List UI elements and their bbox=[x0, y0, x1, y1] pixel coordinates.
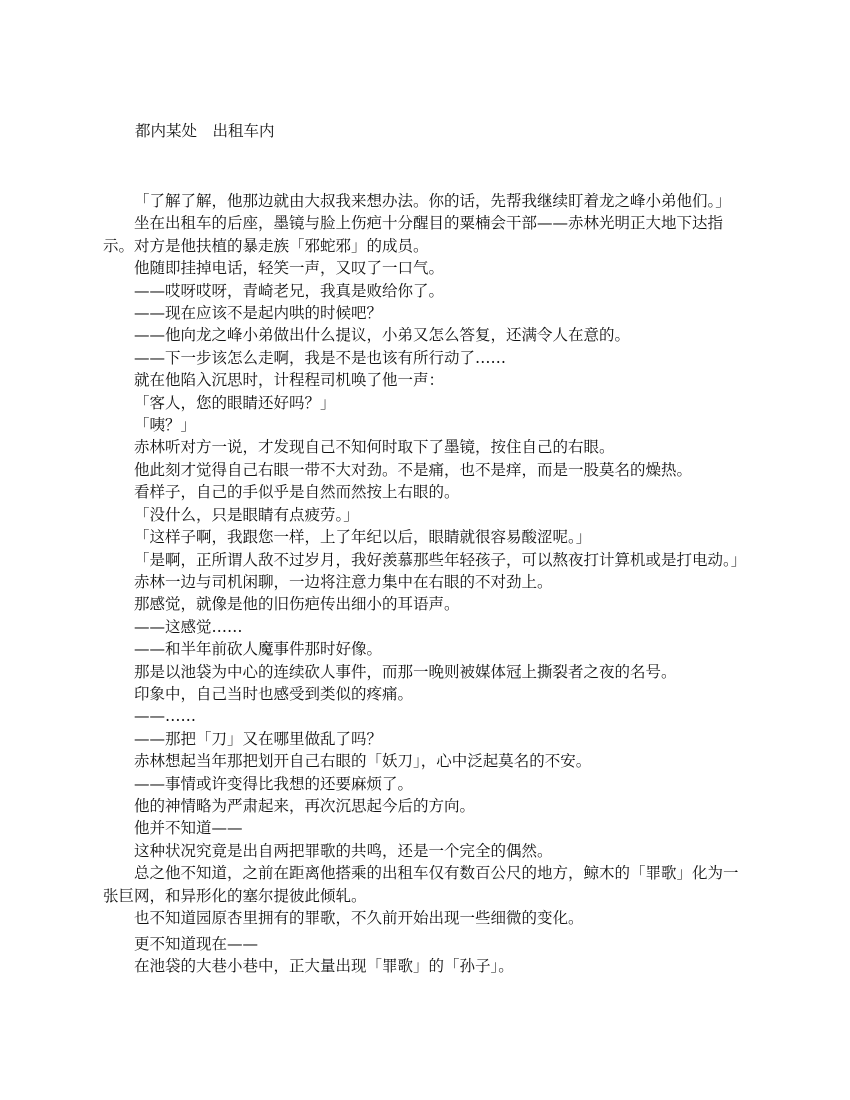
paragraph: 看样子，自己的手似乎是自然而然按上右眼的。 bbox=[134, 483, 460, 502]
paragraph: ——现在应该不是起内哄的时候吧？ bbox=[134, 304, 383, 323]
paragraph: 就在他陷入沉思时，计程程司机唤了他一声： bbox=[134, 371, 445, 390]
paragraph: ——事情或许变得比我想的还要麻烦了。 bbox=[134, 774, 414, 793]
paragraph: ——下一步该怎么走啊，我是不是也该有所行动了…… bbox=[134, 348, 507, 367]
paragraph: 赤林一边与司机闲聊，一边将注意力集中在右眼的不对劲上。 bbox=[134, 572, 553, 591]
paragraph: 他并不知道—— bbox=[134, 819, 243, 838]
paragraph: 那是以池袋为中心的连续砍人事件，而那一晚则被媒体冠上撕裂者之夜的名号。 bbox=[134, 662, 677, 681]
paragraph: 他的神情略为严肃起来，再次沉思起今后的方向。 bbox=[134, 796, 476, 815]
scene-heading: 都内某处 出租车内 bbox=[135, 122, 275, 140]
paragraph: 这种状况究竟是出自两把罪歌的共鸣，还是一个完全的偶然。 bbox=[134, 841, 553, 860]
paragraph: ——那把「刀」又在哪里做乱了吗？ bbox=[134, 729, 383, 748]
paragraph: 「了解了解，他那边就由大叔我来想办法。你的话，先帮我继续盯着龙之峰小弟他们。」 bbox=[134, 192, 731, 210]
paragraph: 总之他不知道，之前在距离他搭乘的出租车仅有数百公尺的地方，鲸木的「罪歌」化为一张巨网，和异形化的塞尔提彼此倾轧。 bbox=[103, 864, 739, 905]
paragraph: 赤林想起当年那把划开自己右眼的「妖刀」，心中泛起莫名的不安。 bbox=[134, 752, 592, 771]
closing-text bbox=[103, 933, 753, 978]
paragraph: ——…… bbox=[134, 707, 196, 726]
paragraph: 「咦？」 bbox=[134, 416, 197, 435]
paragraph: 「是啊，正所谓人敌不过岁月，我好羡慕那些年轻孩子，可以熬夜打计算机或是打电动。」 bbox=[134, 550, 747, 569]
paragraph: 坐在出租车的后座，墨镜与脸上伤疤十分醒目的粟楠会干部——赤林光明正大地下达指示。对方是他扶植的暴走族「邪蛇邪」的成员。 bbox=[103, 214, 724, 255]
paragraph: 他此刻才觉得自己右眼一带不大对劲。不是痛，也不是痒，而是一股莫名的燥热。 bbox=[134, 460, 693, 479]
paragraph: ——和半年前砍人魔事件那时好像。 bbox=[134, 640, 383, 659]
paragraph: 也不知道园原杏里拥有的罪歌，不久前开始出现一些细微的变化。 bbox=[134, 909, 584, 927]
paragraph: 「这样子啊，我跟您一样，上了年纪以后，眼睛就很容易酸涩呢。」 bbox=[134, 528, 592, 547]
paragraph: 他随即挂掉电话，轻笑一声，又叹了一口气。 bbox=[134, 259, 445, 278]
paragraph: 「没什么，只是眼睛有点疲劳。」 bbox=[134, 505, 359, 524]
paragraph: 那感觉，就像是他的旧伤疤传出细小的耳语声。 bbox=[134, 595, 460, 614]
body-text bbox=[103, 190, 753, 929]
paragraph: ——这感觉…… bbox=[134, 617, 243, 636]
paragraph: 「客人，您的眼睛还好吗？」 bbox=[134, 393, 336, 412]
paragraph: 更不知道现在—— bbox=[134, 935, 259, 953]
paragraph: 赤林听对方一说，才发现自己不知何时取下了墨镜，按住自己的右眼。 bbox=[134, 438, 615, 457]
paragraph: ——他向龙之峰小弟做出什么提议，小弟又怎么答复，还满令人在意的。 bbox=[134, 326, 631, 345]
paragraph: ——哎呀哎呀，青崎老兄，我真是败给你了。 bbox=[134, 281, 445, 300]
paragraph: 在池袋的大巷小巷中，正大量出现「罪歌」的「孙子」。 bbox=[134, 957, 514, 976]
paragraph: 印象中，自己当时也感受到类似的疼痛。 bbox=[134, 684, 414, 703]
